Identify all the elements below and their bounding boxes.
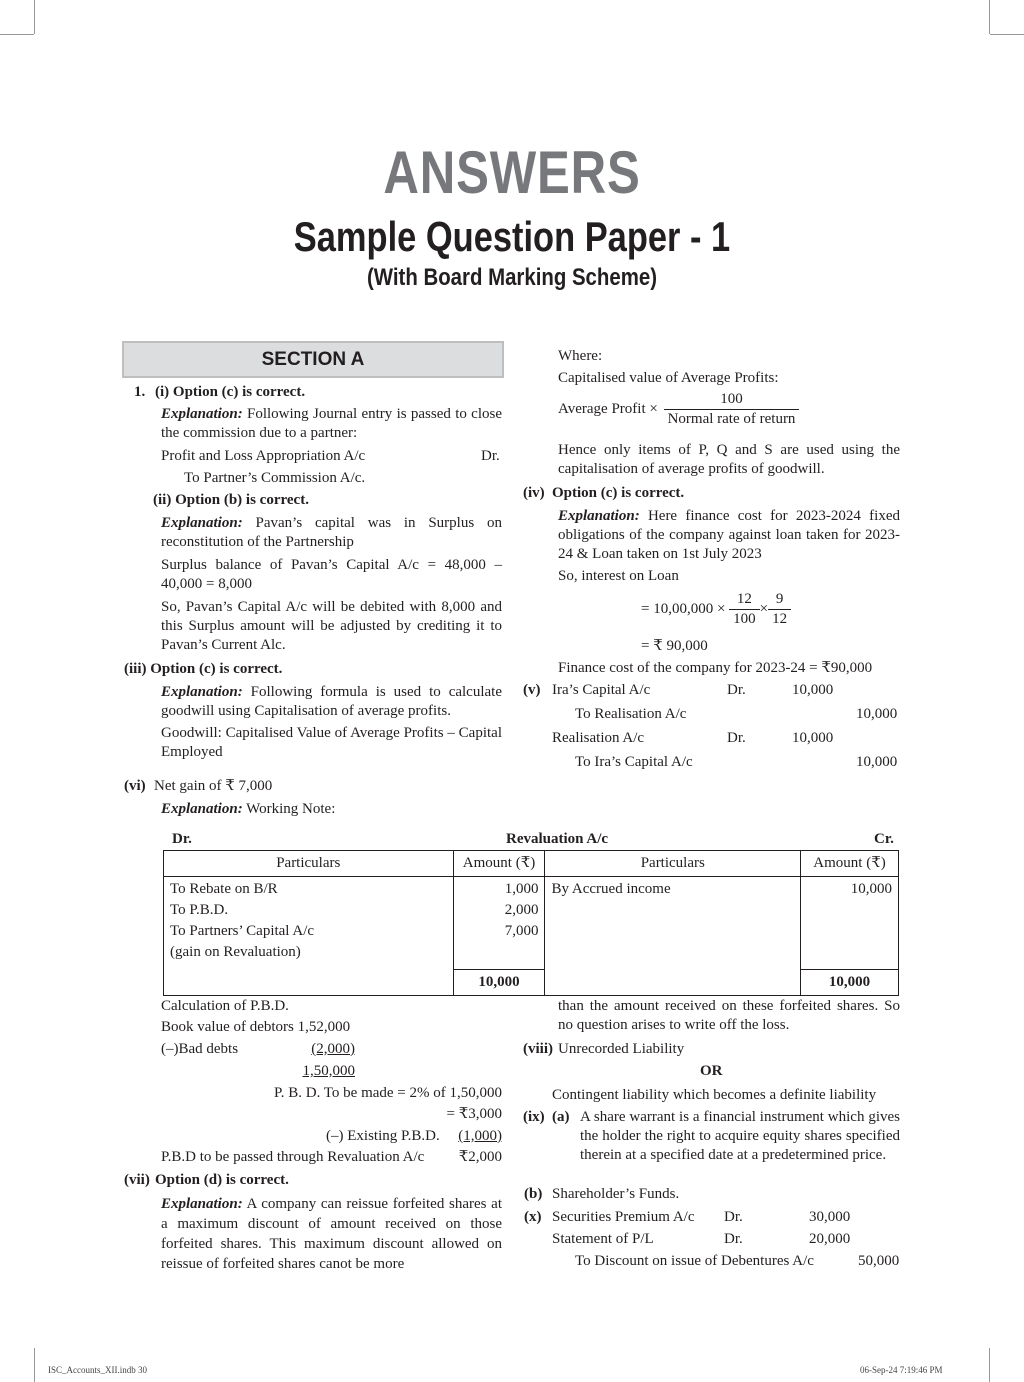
calc-amount: (1,000)	[458, 1128, 502, 1144]
calc-amount: 1,50,000	[302, 1063, 355, 1079]
answer-vi: Net gain of ₹ 7,000	[154, 778, 273, 794]
answer-ii: (ii) Option (b) is correct.	[153, 492, 309, 508]
table-header-row	[164, 851, 899, 877]
table-row	[164, 877, 899, 970]
explanation-i: Explanation: Following Journal entry is passed to close the commission due to a partner:	[161, 406, 502, 441]
print-timestamp: 06-Sep-24 7:19:46 PM	[860, 1365, 943, 1375]
item-number: (ix)	[523, 1109, 545, 1125]
formula: Average Profit × $\frac{100}{\text{Normal rate of return}}$	[558, 390, 799, 429]
sub-item-label: (b)	[524, 1186, 543, 1202]
item-number: (iv)	[523, 485, 545, 501]
credit-amount: 50,000	[858, 1253, 900, 1269]
paragraph: than the amount received on these forfeited shares. So no question arises to write off the loss.	[558, 998, 900, 1033]
item-number: (v)	[523, 682, 541, 698]
table-title: Revaluation A/c	[506, 831, 609, 847]
crop-mark	[990, 34, 1024, 35]
paragraph: So, interest on Loan	[558, 568, 679, 584]
answer-i: (i) Option (c) is correct.	[155, 384, 306, 400]
paragraph: So, Pavan’s Capital A/c will be debited with 8,000 and this Surplus amount will be adjusted by crediting it to Pavan’s Current Alc.	[161, 599, 502, 653]
explanation-vi: Explanation: Working Note:	[161, 801, 336, 817]
paragraph: (–)Bad debts	[161, 1041, 239, 1057]
paragraph: Goodwill: Capitalised Value of Average Profits – Capital Employed	[161, 725, 502, 760]
journal-entry-line: Statement of P/L	[552, 1231, 654, 1247]
answer-iii: (iii) Option (c) is correct.	[124, 661, 283, 677]
answer-ix-a: A share warrant is a financial instrument which gives the holder the right to acquire equity shares specified therein at a specified date at a predetermined price.	[580, 1109, 900, 1163]
debit-amount: 30,000	[809, 1209, 851, 1225]
paragraph: Contingent liability which becomes a definite liability	[552, 1087, 877, 1103]
answer-vii: Option (d) is correct.	[155, 1172, 289, 1188]
paragraph: (–) Existing P.B.D.	[326, 1128, 440, 1144]
paragraph: Calculation of P.B.D.	[161, 998, 289, 1014]
table-cr-label: Cr.	[874, 831, 894, 847]
debit-marker: Dr.	[727, 730, 746, 746]
debit-marker: Dr.	[481, 448, 500, 464]
journal-entry-line: To Partner’s Commission A/c.	[184, 470, 366, 486]
explanation-ii: Explanation: Pavan’s capital was in Surplus on reconstitution of the Partnership	[161, 515, 502, 550]
debit-marker: Dr.	[724, 1209, 743, 1225]
calc-amount: ₹2,000	[458, 1149, 502, 1165]
debit-marker: Dr.	[727, 682, 746, 698]
paragraph: Surplus balance of Pavan’s Capital A/c = 48,000 – 40,000 = 8,000	[161, 557, 502, 592]
item-number: (vii)	[124, 1172, 150, 1188]
journal-entry-line: To Discount on issue of Debentures A/c	[575, 1253, 814, 1269]
journal-entry-line: To Ira’s Capital A/c	[575, 754, 693, 770]
credit-amount: 10,000	[856, 754, 898, 770]
page-note: (With Board Marking Scheme)	[367, 264, 657, 291]
item-number: (x)	[524, 1209, 542, 1225]
explanation-iv: Explanation: Here finance cost for 2023-2024 fixed obligations of the company against loan taken for 2023-24 & Loan taken on 1st July 2023	[558, 508, 900, 562]
crop-mark	[989, 1348, 990, 1382]
credit-amount: 10,000	[856, 706, 898, 722]
item-number: (viii)	[523, 1041, 553, 1057]
credit-item: By Accrued income	[551, 881, 671, 897]
paragraph: Where:	[558, 348, 603, 364]
journal-entry-line: Realisation A/c	[552, 730, 645, 746]
file-info: ISC_Accounts_XII.indb 30	[48, 1365, 147, 1375]
question-number: 1.	[134, 384, 146, 400]
debit-item: To P.B.D.	[170, 902, 229, 918]
debit-amount: 1,000	[504, 881, 539, 897]
section-title: SECTION A	[261, 349, 365, 370]
revaluation-table	[163, 850, 899, 996]
column-header: Amount (₹)	[801, 851, 899, 877]
or-separator: OR	[700, 1063, 723, 1079]
journal-entry-line: Profit and Loss Appropriation A/c	[161, 448, 366, 464]
explanation-vii: Explanation: A company can reissue forfeited shares at a maximum discount of amount received on those forfeited shares. This maximum discount allowed on reissue of forfeited shares canot be more	[161, 1196, 502, 1272]
crop-mark	[0, 34, 34, 35]
journal-entry-line: To Realisation A/c	[575, 706, 687, 722]
debit-amount: 20,000	[809, 1231, 851, 1247]
paragraph: Finance cost of the company for 2023-24 = ₹90,000	[558, 660, 873, 676]
debit-amount: 10,000	[792, 682, 834, 698]
sub-item-label: (a)	[552, 1109, 570, 1125]
crop-mark	[34, 0, 35, 34]
debit-amount: 10,000	[792, 730, 834, 746]
page-subtitle: Sample Question Paper - 1	[293, 213, 731, 260]
credit-amount: 10,000	[850, 881, 892, 897]
debit-item: To Partners’ Capital A/c	[170, 923, 315, 939]
journal-entry-line: Ira’s Capital A/c	[552, 682, 651, 698]
explanation-iii: Explanation: Following formula is used to calculate goodwill using Capitalisation of average profits.	[161, 684, 502, 719]
item-number: (vi)	[124, 778, 146, 794]
credit-total: 10,000	[801, 969, 899, 995]
answer-viii: Unrecorded Liability	[558, 1041, 685, 1057]
calc-result: = ₹ 90,000	[641, 638, 708, 654]
page-title: ANSWERS	[383, 139, 641, 206]
crop-mark	[34, 1348, 35, 1382]
column-header: Particulars	[545, 851, 801, 877]
answer-ix-b: Shareholder’s Funds.	[552, 1186, 680, 1202]
interest-calculation: = 10,00,000 × $\frac{12}{100}$ × $\frac{9}{12}$	[641, 590, 791, 629]
journal-entry-line: Securities Premium A/c	[552, 1209, 695, 1225]
paragraph: Capitalised value of Average Profits:	[558, 370, 779, 386]
paragraph: Hence only items of P, Q and S are used using the capitalisation of average profits of goodwill.	[558, 442, 900, 477]
debit-total: 10,000	[453, 969, 545, 995]
calc-amount: (2,000)	[311, 1041, 355, 1057]
section-header	[122, 341, 504, 378]
calc-amount: = ₹3,000	[446, 1106, 502, 1122]
paragraph: Book value of debtors 1,52,000	[161, 1019, 351, 1035]
debit-amount: 2,000	[504, 902, 539, 918]
answer-iv: Option (c) is correct.	[552, 485, 685, 501]
table-total-row	[164, 969, 899, 995]
paragraph: P. B. D. To be made = 2% of 1,50,000	[274, 1085, 502, 1101]
crop-mark	[989, 0, 990, 34]
column-header: Amount (₹)	[453, 851, 545, 877]
table-dr-label: Dr.	[172, 831, 192, 847]
debit-item: To Rebate on B/R	[170, 881, 278, 897]
debit-item: (gain on Revaluation)	[170, 944, 301, 960]
debit-amount: 7,000	[504, 923, 539, 939]
paragraph: P.B.D to be passed through Revaluation A/c	[161, 1149, 425, 1165]
column-header: Particulars	[164, 851, 454, 877]
debit-marker: Dr.	[724, 1231, 743, 1247]
